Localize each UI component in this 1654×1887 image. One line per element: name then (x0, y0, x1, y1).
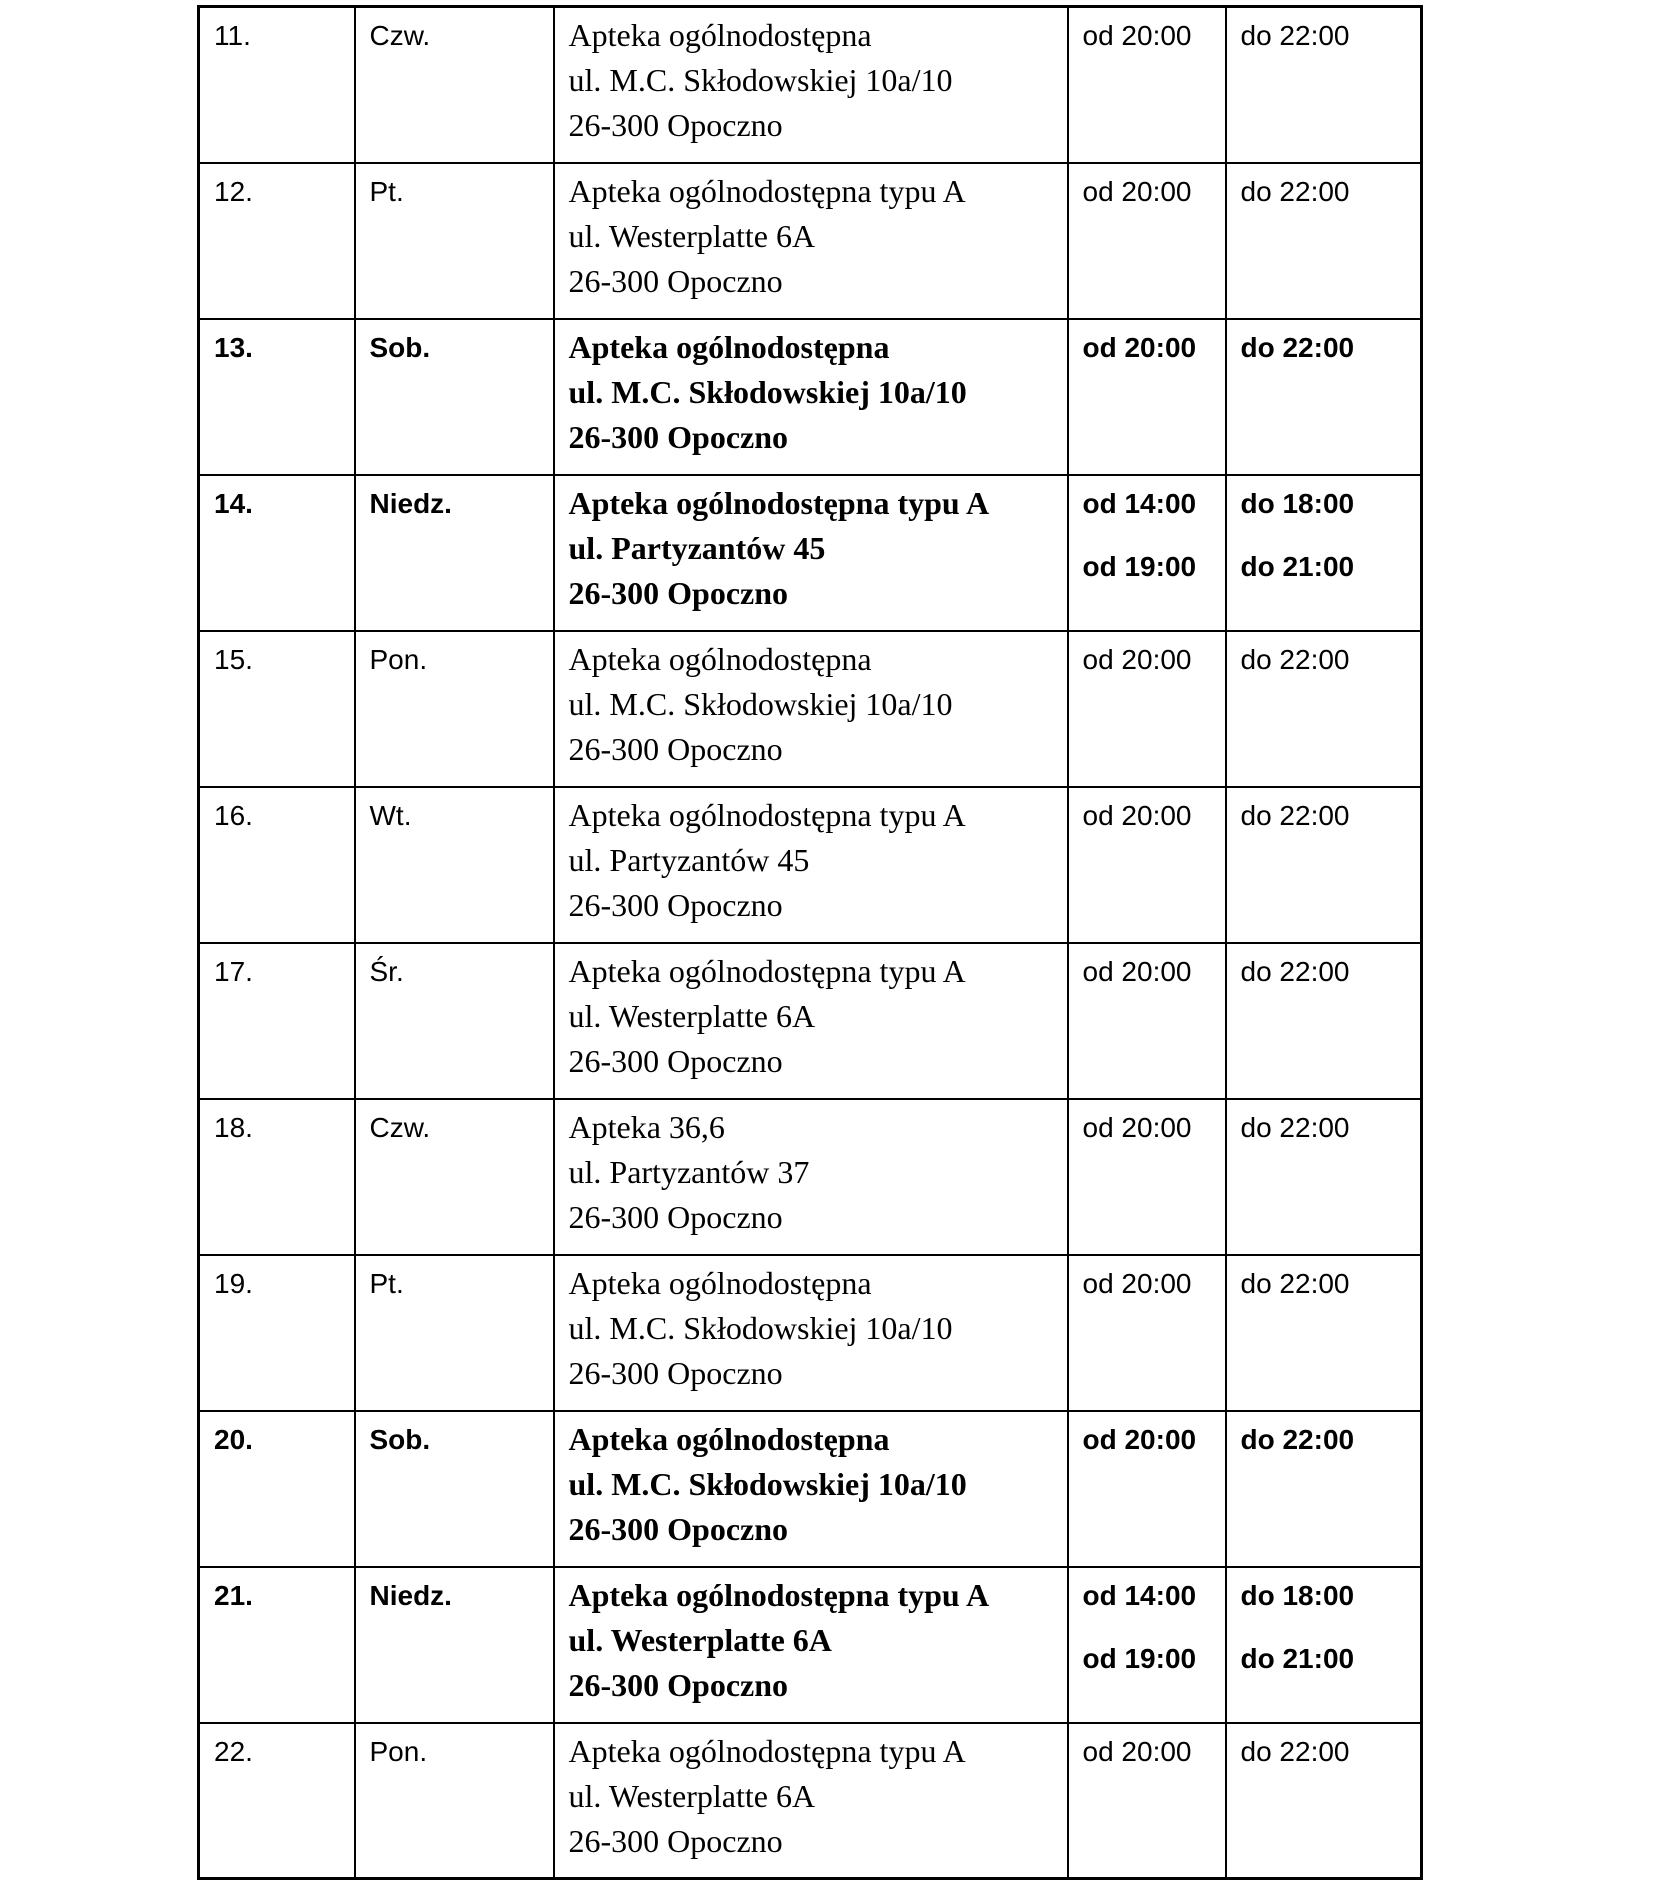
row-number-cell (199, 1567, 355, 1723)
address-line: ul. Partyzantów 45 (568, 529, 826, 566)
row-number-cell (199, 1099, 355, 1255)
pharmacy-address-cell (554, 475, 1068, 631)
day-abbreviation: Pt. (369, 1267, 404, 1299)
address-line: Apteka ogólnodostępna typu A (568, 952, 966, 989)
close-time-cell (1226, 163, 1422, 319)
row-number-cell (199, 631, 355, 787)
pharmacy-address-cell (554, 1723, 1068, 1879)
close-time: do 21:00 (1240, 1642, 1355, 1674)
close-time-cell (1226, 631, 1422, 787)
close-time-cell (1226, 943, 1422, 1099)
address-line: ul. Westerplatte 6A (568, 1777, 816, 1814)
pharmacy-address-cell (554, 1255, 1068, 1411)
close-time-cell (1226, 787, 1422, 943)
address-line: 26-300 Opoczno (568, 1666, 789, 1703)
table-row (199, 943, 1422, 1099)
open-time-cell (1068, 7, 1226, 163)
day-cell (355, 475, 554, 631)
open-time-cell (1068, 475, 1226, 631)
open-time-cell (1068, 1255, 1226, 1411)
day-abbreviation: Niedz. (369, 1579, 452, 1611)
pharmacy-address-cell (554, 631, 1068, 787)
row-number: 14. (214, 487, 253, 519)
address-line: ul. M.C. Skłodowskiej 10a/10 (568, 62, 953, 98)
address-line: ul. M.C. Skłodowskiej 10a/10 (568, 1465, 967, 1502)
day-cell (355, 163, 554, 319)
close-time: do 22:00 (1240, 955, 1350, 987)
day-cell (355, 943, 554, 1099)
day-abbreviation: Czw. (369, 20, 431, 51)
address-line: 26-300 Opoczno (568, 730, 783, 767)
open-time-cell (1068, 1567, 1226, 1723)
address-line: Apteka ogólnodostępna typu A (568, 172, 966, 209)
address-line: Apteka ogólnodostępna (568, 1420, 890, 1457)
address-line: Apteka ogólnodostępna (568, 328, 890, 365)
open-time-cell (1068, 163, 1226, 319)
table-row (199, 163, 1422, 319)
table-row (199, 1255, 1422, 1411)
open-time: od 14:00 (1082, 487, 1197, 519)
address-line: 26-300 Opoczno (568, 1354, 783, 1391)
row-number: 13. (214, 331, 253, 363)
table-row (199, 319, 1422, 475)
address-line: ul. Westerplatte 6A (568, 1621, 832, 1658)
pharmacy-duty-table (197, 5, 1423, 1880)
day-cell (355, 631, 554, 787)
open-time: od 20:00 (1082, 1735, 1192, 1767)
open-time: od 20:00 (1082, 331, 1197, 363)
row-number: 21. (214, 1579, 253, 1611)
pharmacy-address-cell (554, 319, 1068, 475)
table-row (199, 631, 1422, 787)
address-line: 26-300 Opoczno (568, 1822, 783, 1859)
close-time: do 21:00 (1240, 550, 1355, 582)
address-line: ul. Westerplatte 6A (568, 997, 816, 1034)
address-line: 26-300 Opoczno (568, 886, 783, 923)
close-time-cell (1226, 475, 1422, 631)
table-row (199, 1723, 1422, 1879)
row-number: 11. (214, 20, 251, 51)
pharmacy-address-cell (554, 943, 1068, 1099)
open-time: od 20:00 (1082, 20, 1192, 51)
pharmacy-address-cell (554, 163, 1068, 319)
close-time: do 22:00 (1240, 1423, 1355, 1455)
address-line: Apteka ogólnodostępna (568, 1264, 872, 1301)
open-time-cell (1068, 631, 1226, 787)
day-abbreviation: Śr. (369, 955, 404, 987)
address-line: 26-300 Opoczno (568, 107, 783, 143)
open-time: od 20:00 (1082, 1267, 1192, 1299)
open-time: od 19:00 (1082, 550, 1197, 582)
address-line: ul. Westerplatte 6A (568, 217, 816, 254)
address-line: 26-300 Opoczno (568, 1510, 789, 1547)
day-abbreviation: Sob. (369, 331, 431, 363)
row-number-cell (199, 1255, 355, 1411)
day-cell (355, 319, 554, 475)
close-time-cell (1226, 1411, 1422, 1567)
pharmacy-address-cell (554, 1567, 1068, 1723)
close-time: do 22:00 (1240, 20, 1350, 51)
day-abbreviation: Czw. (369, 1111, 431, 1143)
close-time-cell (1226, 319, 1422, 475)
close-time-cell (1226, 1255, 1422, 1411)
row-number-cell (199, 1723, 355, 1879)
pharmacy-address-cell (554, 787, 1068, 943)
table-row (199, 1567, 1422, 1723)
open-time: od 20:00 (1082, 799, 1192, 831)
address-line: 26-300 Opoczno (568, 574, 789, 611)
address-line: Apteka ogólnodostępna (568, 17, 872, 53)
open-time: od 20:00 (1082, 955, 1192, 987)
day-cell (355, 787, 554, 943)
close-time: do 22:00 (1240, 799, 1350, 831)
row-number-cell (199, 7, 355, 163)
pharmacy-address-cell (554, 1411, 1068, 1567)
open-time: od 14:00 (1082, 1579, 1197, 1611)
row-number-cell (199, 787, 355, 943)
open-time: od 19:00 (1082, 1642, 1197, 1674)
close-time-cell (1226, 1567, 1422, 1723)
address-line: Apteka ogólnodostępna typu A (568, 1732, 966, 1769)
pharmacy-address-cell (554, 1099, 1068, 1255)
row-number-cell (199, 319, 355, 475)
table-row (199, 1099, 1422, 1255)
row-number: 18. (214, 1111, 253, 1143)
row-number: 12. (214, 175, 253, 207)
close-time-cell (1226, 1099, 1422, 1255)
close-time: do 22:00 (1240, 175, 1350, 207)
address-line: 26-300 Opoczno (568, 1198, 783, 1235)
open-time-cell (1068, 319, 1226, 475)
table-row (199, 7, 1422, 163)
close-time: do 22:00 (1240, 331, 1355, 363)
open-time: od 20:00 (1082, 1423, 1197, 1455)
day-abbreviation: Niedz. (369, 487, 452, 519)
address-line: Apteka ogólnodostępna typu A (568, 1576, 990, 1613)
address-line: Apteka ogólnodostępna (568, 640, 872, 677)
open-time: od 20:00 (1082, 1111, 1192, 1143)
day-cell (355, 1099, 554, 1255)
row-number-cell (199, 943, 355, 1099)
row-number: 19. (214, 1267, 253, 1299)
close-time: do 18:00 (1240, 487, 1355, 519)
day-abbreviation: Sob. (369, 1423, 431, 1455)
day-cell (355, 7, 554, 163)
row-number-cell (199, 163, 355, 319)
close-time: do 22:00 (1240, 643, 1350, 675)
row-number-cell (199, 475, 355, 631)
open-time: od 20:00 (1082, 175, 1192, 207)
address-line: Apteka ogólnodostępna typu A (568, 484, 990, 521)
table-row (199, 475, 1422, 631)
table-row (199, 1411, 1422, 1567)
close-time: do 22:00 (1240, 1735, 1350, 1767)
day-cell (355, 1567, 554, 1723)
address-line: Apteka 36,6 (568, 1108, 725, 1145)
open-time-cell (1068, 1723, 1226, 1879)
address-line: 26-300 Opoczno (568, 418, 789, 455)
row-number: 15. (214, 643, 253, 675)
day-abbreviation: Wt. (369, 799, 412, 831)
close-time-cell (1226, 1723, 1422, 1879)
close-time-cell (1226, 7, 1422, 163)
address-line: ul. Partyzantów 45 (568, 841, 810, 878)
row-number: 17. (214, 955, 253, 987)
close-time: do 22:00 (1240, 1111, 1350, 1143)
address-line: ul. M.C. Skłodowskiej 10a/10 (568, 373, 967, 410)
day-cell (355, 1255, 554, 1411)
address-line: 26-300 Opoczno (568, 1042, 783, 1079)
address-line: 26-300 Opoczno (568, 262, 783, 299)
table-row (199, 787, 1422, 943)
open-time-cell (1068, 1099, 1226, 1255)
day-abbreviation: Pon. (369, 1735, 428, 1767)
address-line: Apteka ogólnodostępna typu A (568, 796, 966, 833)
address-line: ul. Partyzantów 37 (568, 1153, 810, 1190)
pharmacy-address-cell (554, 7, 1068, 163)
address-line: ul. M.C. Skłodowskiej 10a/10 (568, 1309, 953, 1346)
day-abbreviation: Pon. (369, 643, 428, 675)
day-cell (355, 1411, 554, 1567)
row-number-cell (199, 1411, 355, 1567)
row-number: 20. (214, 1423, 253, 1455)
row-number: 16. (214, 799, 253, 831)
open-time-cell (1068, 943, 1226, 1099)
open-time-cell (1068, 787, 1226, 943)
close-time: do 18:00 (1240, 1579, 1355, 1611)
day-abbreviation: Pt. (369, 175, 404, 207)
row-number: 22. (214, 1735, 253, 1767)
address-line: ul. M.C. Skłodowskiej 10a/10 (568, 685, 953, 722)
open-time: od 20:00 (1082, 643, 1192, 675)
day-cell (355, 1723, 554, 1879)
close-time: do 22:00 (1240, 1267, 1350, 1299)
open-time-cell (1068, 1411, 1226, 1567)
